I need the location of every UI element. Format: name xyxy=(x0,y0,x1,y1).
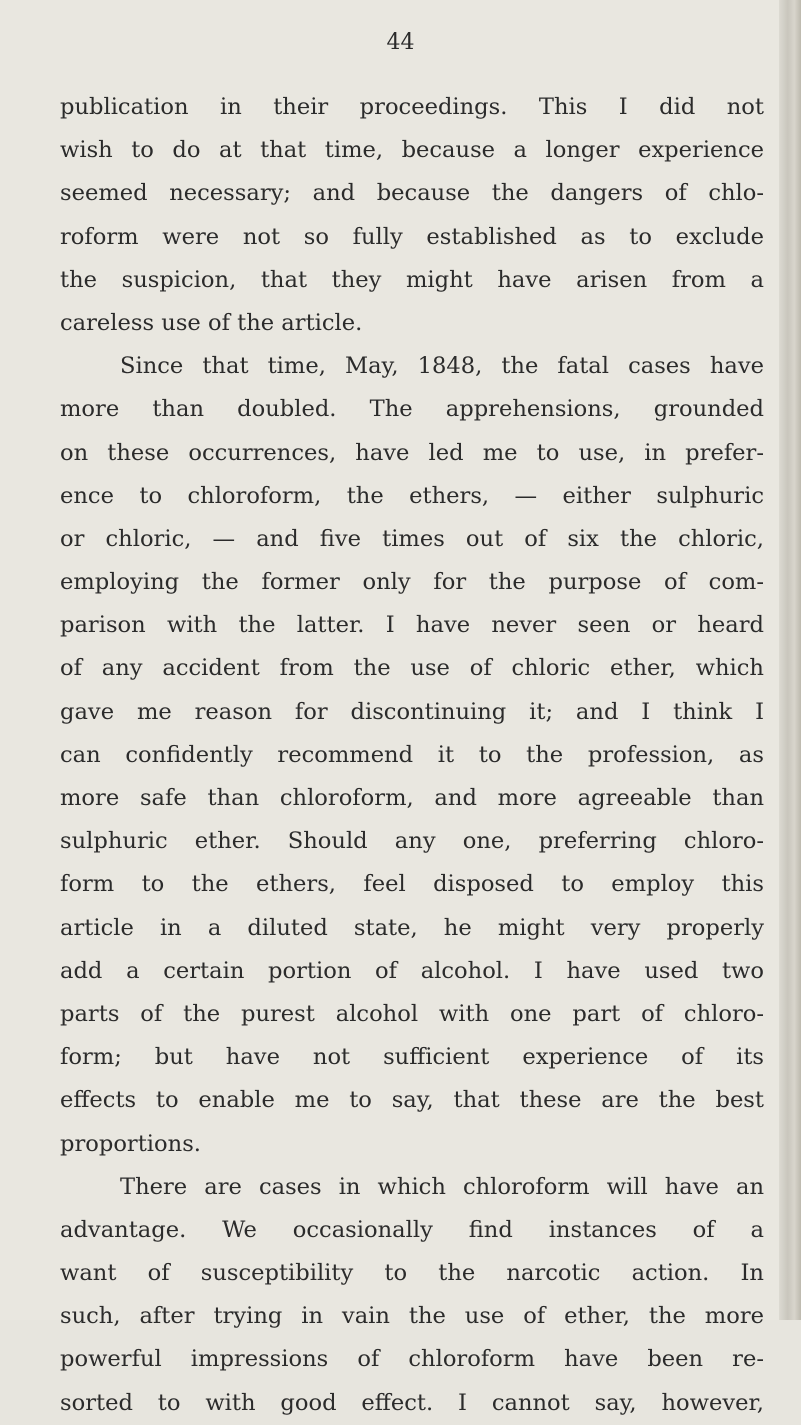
text-line: seemed necessary; and because the dangers of chlo- xyxy=(60,180,764,207)
text-line: employing the former only for the purpose of com- xyxy=(60,569,764,596)
text-line: roform were not so fully established as to exclude xyxy=(60,223,764,250)
text-line: careless use of the article. xyxy=(60,309,363,336)
text-line: add a certain portion of alcohol. I have used two xyxy=(60,957,764,984)
text-line: more safe than chloroform, and more agreeable than xyxy=(60,785,764,811)
text-line: publication in their proceedings. This I did not xyxy=(60,94,764,120)
page-number: 44 xyxy=(386,30,415,55)
text-line: gave me reason for discontinuing it; and I think I xyxy=(60,698,764,725)
text-line: can confidently recommend it to the profession, as xyxy=(60,741,764,768)
text-line: more than doubled. The apprehensions, grounded xyxy=(60,396,764,423)
text-line: sulphuric ether. Should any one, preferring chloro- xyxy=(60,828,764,855)
text-line: parison with the latter. I have never seen or heard xyxy=(60,612,764,639)
text-line: such, after trying in vain the use of ether, the more xyxy=(60,1303,764,1330)
text-line: on these occurrences, have led me to use, in prefer- xyxy=(60,439,764,466)
text-line: sorted to with good effect. I cannot say, however, xyxy=(60,1389,764,1416)
text-line: of any accident from the use of chloric ether, which xyxy=(60,655,764,682)
text-line: article in a diluted state, he might very properly xyxy=(60,914,764,941)
text-line: advantage. We occasionally find instances of a xyxy=(60,1216,764,1243)
text-line: powerful impressions of chloroform have been re- xyxy=(60,1346,764,1373)
text-line: proportions. xyxy=(60,1130,201,1157)
text-line: the suspicion, that they might have arisen from a xyxy=(60,266,764,293)
text-line: wish to do at that time, because a longer experience xyxy=(60,137,764,164)
text-line: ence to chloroform, the ethers, — either sulphuric xyxy=(60,482,764,509)
text-line: form to the ethers, feel disposed to employ this xyxy=(60,871,764,898)
page-edge xyxy=(779,0,801,1320)
text-line: There are cases in which chloroform will have an xyxy=(120,1173,764,1200)
text-line: form; but have not sufficient experience of its xyxy=(60,1044,764,1071)
text-line: effects to enable me to say, that these are the best xyxy=(60,1087,764,1114)
body-text xyxy=(60,86,764,1425)
text-line: Since that time, May, 1848, the fatal cases have xyxy=(120,353,764,380)
text-line: or chloric, — and five times out of six the chloric, xyxy=(60,525,764,552)
text-line: want of susceptibility to the narcotic action. In xyxy=(60,1260,764,1287)
text-line: parts of the purest alcohol with one part of chloro- xyxy=(60,1000,764,1027)
